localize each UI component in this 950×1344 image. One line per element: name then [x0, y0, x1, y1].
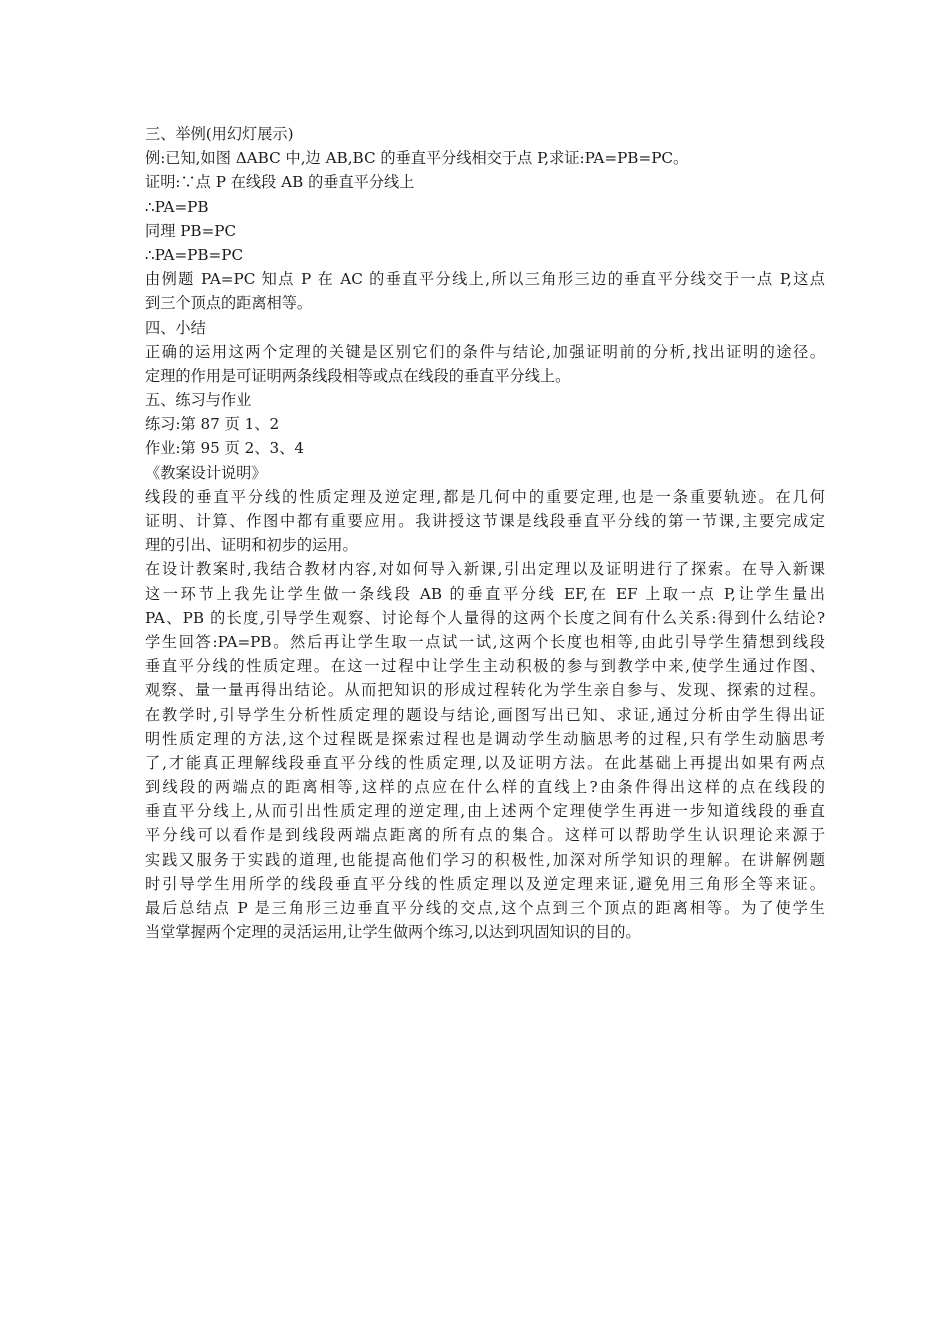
text-line: 垂直平分线的性质定理。在这一过程中让学生主动积极的参与到教学中来,使学生通过作图、 [145, 657, 825, 676]
text-line: 观察、量一量再得出结论。从而把知识的形成过程转化为学生亲自参与、发现、探索的过程。 [145, 681, 825, 700]
text-line: 当堂掌握两个定理的灵活运用,让学生做两个练习,以达到巩固知识的目的。 [145, 923, 641, 942]
text-line: 到线段的两端点的距离相等,这样的点应在什么样的直线上?由条件得出这样的点在线段的 [145, 778, 825, 797]
text-line: 正确的运用这两个定理的关键是区别它们的条件与结论,加强证明前的分析,找出证明的途径。 [145, 342, 825, 361]
text-line: 平分线可以看作是到线段两端点距离的所有点的集合。这样可以帮助学生认识理论来源于 [145, 826, 825, 845]
text-line: 最后总结点 P 是三角形三边垂直平分线的交点,这个点到三个顶点的距离相等。为了使学生 [145, 899, 825, 917]
text-line: 三、举例(用幻灯展示) [145, 125, 294, 143]
text-line: 证明、计算、作图中都有重要应用。我讲授这节课是线段垂直平分线的第一节课,主要完成定 [145, 512, 825, 530]
text-line: PA、PB 的长度,引导学生观察、讨论每个人量得的这两个长度之间有什么关系:得到什么结论? [145, 608, 825, 627]
text-line: 例:已知,如图 ΔABC 中,边 AB,BC 的垂直平分线相交于点 P,求证:PA=PB=PC。 [145, 149, 689, 168]
text-line: 五、练习与作业 [145, 391, 252, 410]
text-line: 了,才能真正理解线段垂直平分线的性质定理,以及证明方法。在此基础上再提出如果有两点 [145, 753, 825, 772]
text-line: 证明:∵点 P 在线段 AB 的垂直平分线上 [145, 173, 415, 192]
text-line: 作业:第 95 页 2、3、4 [145, 439, 305, 458]
text-line: 线段的垂直平分线的性质定理及逆定理,都是几何中的重要定理,也是一条重要轨迹。在几何 [145, 487, 825, 506]
text-line: 在教学时,引导学生分析性质定理的题设与结论,画图写出已知、求证,通过分析由学生得出证 [145, 705, 825, 724]
text-line: 垂直平分线上,从而引出性质定理的逆定理,由上述两个定理使学生再进一步知道线段的垂直 [145, 802, 825, 821]
text-line: 到三个顶点的距离相等。 [145, 294, 313, 313]
text-line: 理的引出、证明和初步的运用。 [145, 536, 358, 555]
text-line: 时引导学生用所学的线段垂直平分线的性质定理以及逆定理来证,避免用三角形全等来证。 [145, 874, 825, 893]
text-line: 《教案设计说明》 [145, 463, 267, 482]
text-line: 由例题 PA=PC 知点 P 在 AC 的垂直平分线上,所以三角形三边的垂直平分线交于一点 P,这点 [145, 270, 825, 289]
text-line: 定理的作用是可证明两条线段相等或点在线段的垂直平分线上。 [145, 366, 571, 385]
text-line: 四、小结 [145, 318, 206, 337]
text-line: 学生回答:PA=PB。然后再让学生取一点试一试,这两个长度也相等,由此引导学生猜想到线段 [145, 632, 825, 651]
text-line: 练习:第 87 页 1、2 [145, 415, 280, 434]
text-line: 这一环节上我先让学生做一条线段 AB 的垂直平分线 EF,在 EF 上取一点 P,让学生量出 [145, 584, 825, 603]
text-line: 同理 PB=PC [145, 221, 237, 240]
text-line: 在设计教案时,我结合教材内容,对如何导入新课,引出定理以及证明进行了探索。在导入新课 [145, 560, 825, 579]
text-line: 实践又服务于实践的道理,也能提高他们学习的积极性,加深对所学知识的理解。在讲解例题 [145, 850, 825, 869]
text-line: ∴PA=PB=PC [145, 245, 244, 264]
text-line: 明性质定理的方法,这个过程既是探索过程也是调动学生动脑思考的过程,只有学生动脑思考 [145, 729, 825, 748]
document-body [145, 122, 825, 944]
text-line: ∴PA=PB [145, 197, 209, 216]
